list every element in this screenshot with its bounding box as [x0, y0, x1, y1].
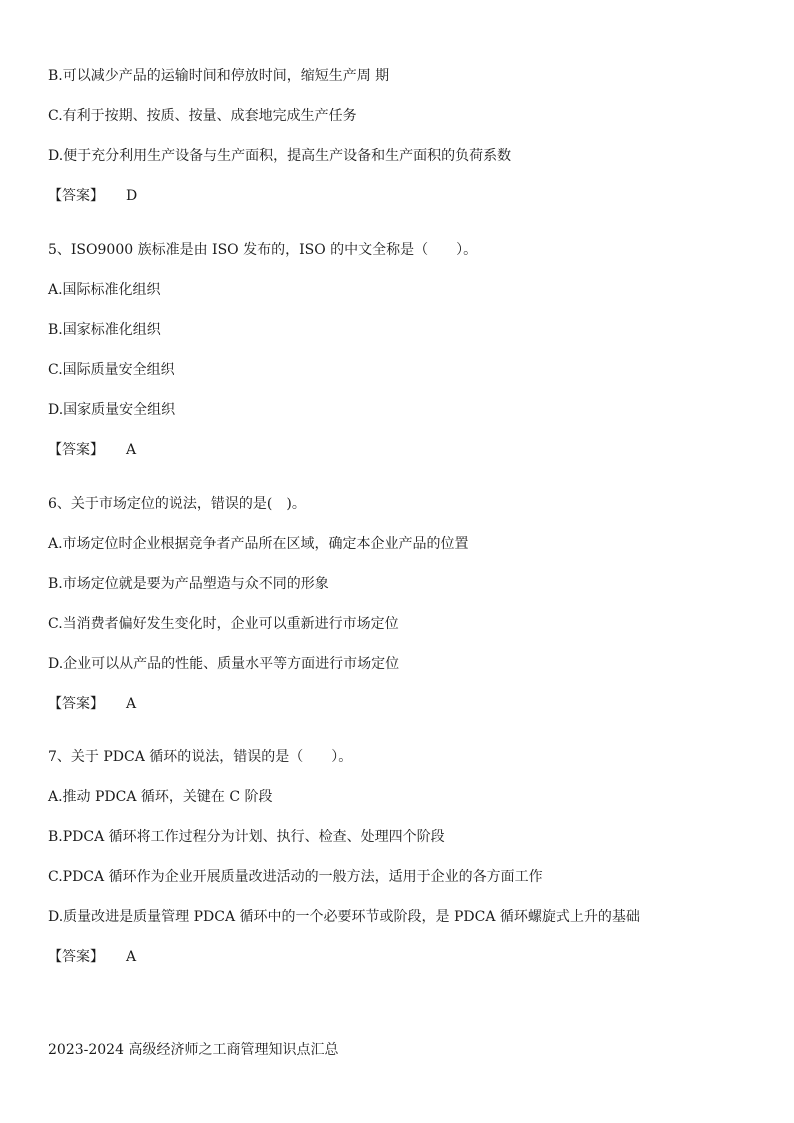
q7-option-a: A.推动 PDCA 循环，关键在 C 阶段 — [48, 789, 273, 805]
q7-option-c: C.PDCA 循环作为企业开展质量改进活动的一般方法，适用于企业的各方面工作 — [48, 869, 543, 885]
answer-value: A — [126, 442, 137, 458]
q4-option-d: D.便于充分利用生产设备与生产面积，提高生产设备和生产面积的负荷系数 — [48, 148, 512, 164]
q6-option-a: A.市场定位时企业根据竞争者产品所在区域，确定本企业产品的位置 — [48, 536, 469, 552]
answer-label: 【答案】 — [48, 696, 104, 712]
document-title: 2023-2024 高级经济师之工商管理知识点汇总 — [48, 1042, 339, 1058]
q5-option-d: D.国家质量安全组织 — [48, 402, 176, 418]
q5-answer — [48, 440, 136, 460]
q5-stem: 5、ISO9000 族标准是由 ISO 发布的，ISO 的中文全称是（ ）。 — [48, 242, 478, 258]
q7-stem: 7、关于 PDCA 循环的说法，错误的是（ ）。 — [48, 749, 353, 765]
answer-value: D — [126, 188, 138, 204]
q5-option-c: C.国际质量安全组织 — [48, 362, 175, 378]
q6-answer — [48, 694, 136, 714]
q6-option-c: C.当消费者偏好发生变化时，企业可以重新进行市场定位 — [48, 616, 399, 632]
answer-label: 【答案】 — [48, 442, 104, 458]
answer-label: 【答案】 — [48, 188, 104, 204]
answer-value: A — [126, 696, 137, 712]
q4-option-c: C.有利于按期、按质、按量、成套地完成生产任务 — [48, 108, 357, 124]
q5-option-a: A.国际标准化组织 — [48, 282, 161, 298]
q6-stem: 6、关于市场定位的说法，错误的是( )。 — [48, 496, 306, 512]
q6-option-d: D.企业可以从产品的性能、质量水平等方面进行市场定位 — [48, 656, 400, 672]
q6-option-b: B.市场定位就是要为产品塑造与众不同的形象 — [48, 576, 329, 592]
answer-value: A — [126, 949, 137, 965]
q7-answer — [48, 947, 136, 967]
q4-answer — [48, 186, 137, 206]
q7-option-d: D.质量改进是质量管理 PDCA 循环中的一个必要环节或阶段，是 PDCA 循环螺旋式上升的基础 — [48, 909, 640, 925]
q5-option-b: B.国家标准化组织 — [48, 322, 161, 338]
q7-option-b: B.PDCA 循环将工作过程分为计划、执行、检查、处理四个阶段 — [48, 829, 445, 845]
answer-label: 【答案】 — [48, 949, 104, 965]
q4-option-b: B.可以减少产品的运输时间和停放时间，缩短生产周 期 — [48, 68, 390, 84]
